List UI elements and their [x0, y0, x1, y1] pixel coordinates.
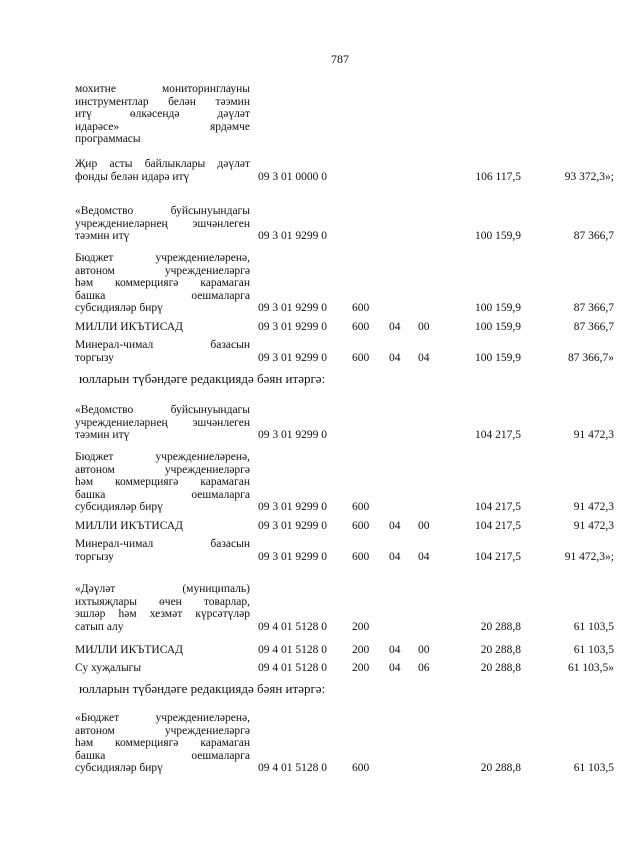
row-name: [75, 538, 250, 563]
row-name: [75, 583, 250, 633]
amount-year-1: 104 217,5: [475, 501, 521, 513]
amount-year-2: 91 472,3: [573, 429, 614, 441]
amount-year-2: 61 103,5»: [568, 662, 614, 674]
row-name: [75, 644, 250, 657]
target-article-code: 09 3 01 9299 0: [258, 351, 327, 364]
row-name-line: автоном учреждениеләргә: [75, 264, 250, 277]
expense-type: 600: [352, 520, 370, 532]
row-name-line: «Дәүләт (муниципаль): [75, 583, 250, 595]
amount-year-2: 93 372,3»;: [564, 170, 614, 183]
subsection-code: 00: [418, 644, 430, 656]
amount-year-1: 20 288,8: [480, 620, 521, 633]
row-name-line: «Ведомство буйсынуындагы: [75, 404, 250, 416]
amount-year-2: 87 366,7: [573, 302, 614, 314]
row-name: [75, 252, 250, 315]
amendment-instruction: юлларын түбәндәге редакциядә бәян итәргә:: [79, 371, 326, 386]
expense-type: 600: [352, 321, 370, 333]
target-article-code: 09 4 01 5128 0: [258, 644, 327, 656]
amount-year-1: 20 288,8: [480, 644, 521, 656]
row-name-line: итү өлкәсендә дәүләт: [75, 108, 250, 120]
expense-type: 600: [352, 501, 370, 513]
row-name-line: «Ведомство буйсынуындагы: [75, 205, 250, 217]
section-code: 04: [389, 520, 401, 532]
target-article-code: 09 3 01 9299 0: [258, 550, 327, 563]
row-name-line: автоном учреждениеләргә: [75, 463, 250, 476]
row-name-line: программасы: [75, 133, 141, 145]
row-name: [75, 662, 250, 675]
amount-year-1: 106 117,5: [475, 170, 521, 183]
row-name-line: Бюджет учреждениеләренә,: [75, 451, 250, 463]
expense-type: 200: [352, 620, 370, 633]
section-code: 04: [389, 321, 401, 333]
row-name-line: МИЛЛИ ИКЪТИСАД: [75, 321, 183, 333]
row-name-line: ихтыяҗлары өчен товарлар,: [75, 595, 250, 608]
target-article-code: 09 3 01 0000 0: [258, 170, 327, 183]
target-article-code: 09 3 01 9299 0: [258, 302, 327, 314]
expense-type: 200: [352, 662, 370, 674]
target-article-code: 09 4 01 5128 0: [258, 620, 327, 633]
amount-year-2: 91 472,3: [573, 520, 614, 532]
row-name-line: Җир асты байлыклары дәүләт: [75, 158, 250, 170]
row-name-line: Су хуҗалыгы: [75, 662, 142, 674]
amount-year-1: 100 159,9: [475, 321, 521, 333]
target-article-code: 09 4 01 5128 0: [258, 762, 327, 774]
row-name-line: башка оешмаларга: [75, 289, 250, 302]
row-name: [75, 712, 250, 775]
row-name: [75, 451, 250, 514]
row-name: [75, 520, 250, 533]
row-name-line: субсидияләр бирү: [75, 501, 163, 513]
target-article-code: 09 3 01 9299 0: [258, 321, 327, 333]
row-name-line: тәэмин итү: [75, 230, 130, 242]
amount-year-2: 61 103,5: [573, 620, 614, 633]
row-name-line: һәм коммерциягә карамаган: [75, 476, 250, 488]
amount-year-1: 104 217,5: [475, 550, 521, 563]
subsection-code: 06: [418, 662, 430, 674]
row-name-line: һәм коммерциягә карамаган: [75, 277, 250, 289]
row-name-line: һәм коммерциягә карамаган: [75, 737, 250, 749]
row-name: [75, 339, 250, 364]
row-name-line: «Бюджет учреждениеләренә,: [75, 712, 250, 724]
expense-type: 200: [352, 644, 370, 656]
amount-year-1: 100 159,9: [475, 230, 521, 242]
row-name: [75, 205, 250, 243]
amendment-instruction: юлларын түбәндәге редакциядә бәян итәргә:: [79, 681, 326, 696]
row-name: [75, 404, 250, 442]
row-name-line: автоном учреждениеләргә: [75, 724, 250, 737]
row-name-line: идарәсе» ярдәмче: [75, 120, 250, 133]
row-name-line: Минерал-чимал базасын: [75, 339, 250, 351]
row-name: [75, 321, 250, 334]
target-article-code: 09 3 01 9299 0: [258, 501, 327, 513]
amount-year-1: 104 217,5: [475, 429, 521, 441]
section-code: 04: [389, 351, 401, 364]
amount-year-2: 91 472,3»;: [564, 550, 614, 563]
row-name-line: МИЛЛИ ИКЪТИСАД: [75, 520, 183, 532]
amount-year-1: 20 288,8: [480, 762, 521, 774]
amount-year-1: 104 217,5: [475, 520, 521, 532]
row-name-line: инструментлар белән тәэмин: [75, 95, 250, 108]
amount-year-2: 61 103,5: [573, 762, 614, 774]
section-code: 04: [389, 550, 401, 563]
amount-year-2: 87 366,7: [573, 321, 614, 333]
amount-year-2: 87 366,7: [573, 230, 614, 242]
row-name-line: торгызу: [75, 550, 114, 563]
row-name-line: учреждениеләрнең эшчәнлеген: [75, 416, 250, 429]
row-name-line: торгызу: [75, 351, 114, 364]
row-name-line: субсидияләр бирү: [75, 302, 163, 314]
section-code: 04: [389, 644, 401, 656]
row-name-line: Бюджет учреждениеләренә,: [75, 252, 250, 264]
subsection-code: 00: [418, 321, 430, 333]
expense-type: 600: [352, 762, 370, 774]
row-name: [75, 83, 250, 146]
amount-year-1: 100 159,9: [475, 351, 521, 364]
target-article-code: 09 3 01 9299 0: [258, 429, 327, 441]
subsection-code: 04: [418, 550, 430, 563]
row-name-line: башка оешмаларга: [75, 749, 250, 762]
row-name-line: эшләр һәм хезмәт күрсәтүләр: [75, 608, 250, 620]
row-name-line: МИЛЛИ ИКЪТИСАД: [75, 644, 183, 656]
target-article-code: 09 4 01 5128 0: [258, 662, 327, 674]
row-name-line: фонды белән идарә итү: [75, 170, 190, 183]
row-name-line: башка оешмаларга: [75, 488, 250, 501]
amount-year-1: 20 288,8: [480, 662, 521, 674]
row-name-line: субсидияләр бирү: [75, 762, 163, 774]
row-name-line: мохитне мониторинглауны: [75, 83, 250, 95]
subsection-code: 00: [418, 520, 430, 532]
row-name: [75, 158, 250, 183]
expense-type: 600: [352, 302, 370, 314]
expense-type: 600: [352, 550, 370, 563]
amount-year-2: 91 472,3: [573, 501, 614, 513]
row-name-line: учреждениеләрнең эшчәнлеген: [75, 217, 250, 230]
expense-type: 600: [352, 351, 370, 364]
amount-year-1: 100 159,9: [475, 302, 521, 314]
row-name-line: тәэмин итү: [75, 429, 130, 441]
row-name-line: сатып алу: [75, 620, 124, 633]
page-number: 787: [331, 52, 349, 66]
row-name-line: Минерал-чимал базасын: [75, 538, 250, 550]
amount-year-2: 61 103,5: [573, 644, 614, 656]
subsection-code: 04: [418, 351, 430, 364]
amount-year-2: 87 366,7»: [568, 351, 614, 364]
target-article-code: 09 3 01 9299 0: [258, 230, 327, 242]
target-article-code: 09 3 01 9299 0: [258, 520, 327, 532]
section-code: 04: [389, 662, 401, 674]
